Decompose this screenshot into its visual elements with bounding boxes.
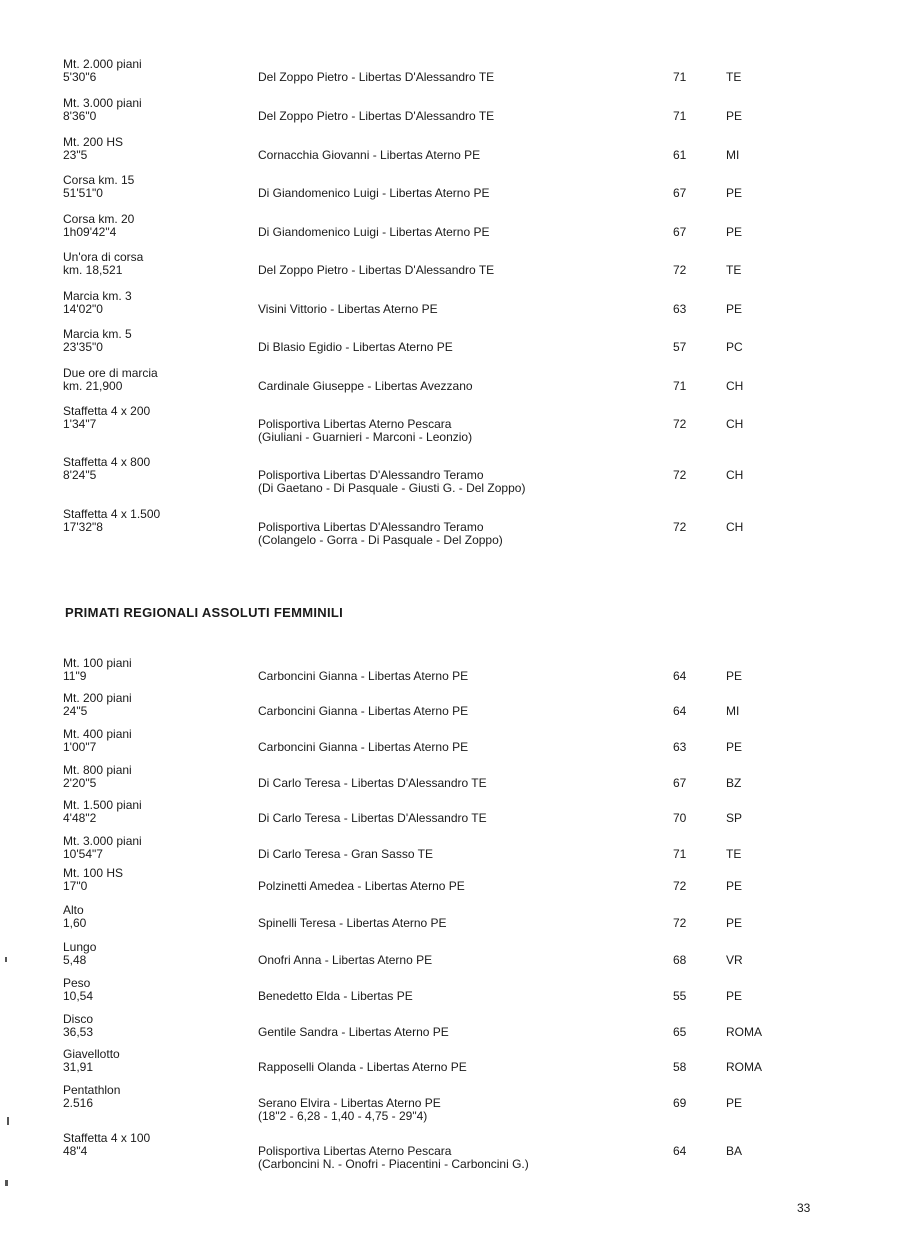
athlete-name: Polisportiva Libertas Aterno Pescara	[258, 1144, 452, 1158]
record-place: CH	[726, 417, 744, 431]
record-place: PE	[726, 669, 743, 683]
team-members: (18"2 - 6,28 - 1,40 - 4,75 - 29"4)	[258, 1109, 428, 1123]
record-mark: 2.516	[63, 1096, 94, 1110]
record-mark: 48"4	[63, 1144, 88, 1158]
record-year: 67	[673, 776, 687, 790]
athlete-name: Rapposelli Olanda - Libertas Aterno PE	[258, 1060, 467, 1074]
record-year: 64	[673, 704, 687, 718]
athlete-name: Carboncini Gianna - Libertas Aterno PE	[258, 740, 469, 754]
record-year: 63	[673, 740, 687, 754]
event-cell	[63, 328, 248, 354]
athlete-cell	[258, 848, 658, 861]
athlete-cell	[258, 303, 658, 316]
event-cell	[63, 764, 248, 790]
athlete-name: Spinelli Teresa - Libertas Aterno PE	[258, 916, 447, 930]
event-cell	[63, 977, 248, 1003]
athlete-name: Cardinale Giuseppe - Libertas Avezzano	[258, 379, 473, 393]
event-cell	[63, 213, 248, 239]
athlete-cell	[258, 341, 658, 354]
event-name: Pentathlon	[63, 1083, 121, 1097]
event-name: Mt. 100 HS	[63, 866, 124, 880]
event-name: Un'ora di corsa	[63, 250, 144, 264]
athlete-cell	[258, 705, 658, 718]
athlete-name: Visini Vittorio - Libertas Aterno PE	[258, 302, 438, 316]
record-mark: 10,54	[63, 989, 94, 1003]
record-mark: 36,53	[63, 1025, 94, 1039]
record-place: TE	[726, 847, 742, 861]
record-place: PE	[726, 302, 743, 316]
record-year: 71	[673, 70, 687, 84]
event-cell	[63, 58, 248, 84]
record-place: PE	[726, 879, 743, 893]
record-year: 57	[673, 340, 687, 354]
event-cell	[63, 799, 248, 825]
event-name: Peso	[63, 976, 91, 990]
event-cell	[63, 904, 248, 930]
athlete-cell	[258, 741, 658, 754]
record-mark: 10'54"7	[63, 847, 103, 861]
event-name: Mt. 200 piani	[63, 691, 132, 705]
record-mark: 1'34"7	[63, 417, 97, 431]
team-members: (Di Gaetano - Di Pasquale - Giusti G. - Del Zoppo)	[258, 481, 526, 495]
athlete-name: Di Carlo Teresa - Libertas D'Alessandro TE	[258, 776, 487, 790]
record-year: 55	[673, 989, 687, 1003]
athlete-name: Benedetto Elda - Libertas PE	[258, 989, 413, 1003]
record-mark: 1h09'42"4	[63, 225, 117, 239]
athlete-name: Serano Elvira - Libertas Aterno PE	[258, 1096, 441, 1110]
record-mark: 4'48"2	[63, 811, 97, 825]
athlete-name: Di Carlo Teresa - Libertas D'Alessandro TE	[258, 811, 487, 825]
event-cell	[63, 692, 248, 718]
record-mark: 5'30"6	[63, 70, 97, 84]
athlete-name: Di Giandomenico Luigi - Libertas Aterno PE	[258, 186, 490, 200]
record-mark: 24"5	[63, 704, 88, 718]
record-place: PE	[726, 916, 743, 930]
athlete-cell	[258, 226, 658, 239]
athlete-cell	[258, 990, 658, 1003]
event-cell	[63, 728, 248, 754]
athlete-name: Onofri Anna - Libertas Aterno PE	[258, 953, 433, 967]
record-mark: 1,60	[63, 916, 87, 930]
record-year: 70	[673, 811, 687, 825]
athlete-cell	[258, 264, 658, 277]
record-mark: 2'20"5	[63, 776, 97, 790]
athlete-name: Polisportiva Libertas D'Alessandro Teramo	[258, 520, 484, 534]
athlete-cell	[258, 812, 658, 825]
event-cell	[63, 1084, 248, 1110]
athlete-cell	[258, 149, 658, 162]
event-name: Due ore di marcia	[63, 366, 158, 380]
event-name: Staffetta 4 x 1.500	[63, 507, 161, 521]
event-cell	[63, 174, 248, 200]
event-name: Mt. 3.000 piani	[63, 96, 142, 110]
athlete-cell	[258, 418, 658, 444]
team-members: (Carboncini N. - Onofri - Piacentini - Carboncini G.)	[258, 1157, 529, 1171]
event-name: Giavellotto	[63, 1047, 120, 1061]
athlete-name: Del Zoppo Pietro - Libertas D'Alessandro TE	[258, 70, 495, 84]
record-year: 67	[673, 186, 687, 200]
record-place: CH	[726, 379, 744, 393]
athlete-cell	[258, 777, 658, 790]
athlete-cell	[258, 1097, 658, 1123]
record-place: PE	[726, 225, 743, 239]
event-cell	[63, 367, 248, 393]
athlete-cell	[258, 1026, 658, 1039]
event-name: Mt. 400 piani	[63, 727, 132, 741]
athlete-name: Di Carlo Teresa - Gran Sasso TE	[258, 847, 433, 861]
page-number: 33	[797, 1201, 811, 1215]
event-cell	[63, 867, 248, 893]
record-mark: 8'36"0	[63, 109, 97, 123]
event-name: Lungo	[63, 940, 97, 954]
record-place: CH	[726, 468, 744, 482]
event-cell	[63, 405, 248, 431]
record-year: 69	[673, 1096, 687, 1110]
record-year: 71	[673, 379, 687, 393]
record-place: PC	[726, 340, 743, 354]
record-year: 61	[673, 148, 687, 162]
event-cell	[63, 251, 248, 277]
event-cell	[63, 835, 248, 861]
scan-speck	[5, 957, 7, 962]
athlete-name: Di Giandomenico Luigi - Libertas Aterno PE	[258, 225, 490, 239]
event-name: Corsa km. 20	[63, 212, 135, 226]
record-place: PE	[726, 989, 743, 1003]
event-cell	[63, 941, 248, 967]
record-mark: 23"5	[63, 148, 88, 162]
event-cell	[63, 136, 248, 162]
athlete-name: Polisportiva Libertas Aterno Pescara	[258, 417, 452, 431]
event-name: Alto	[63, 903, 84, 917]
event-name: Marcia km. 5	[63, 327, 132, 341]
event-name: Mt. 1.500 piani	[63, 798, 142, 812]
record-place: PE	[726, 109, 743, 123]
event-name: Marcia km. 3	[63, 289, 132, 303]
record-year: 71	[673, 847, 687, 861]
record-place: PE	[726, 1096, 743, 1110]
record-place: PE	[726, 740, 743, 754]
record-year: 67	[673, 225, 687, 239]
record-mark: km. 21,900	[63, 379, 123, 393]
record-place: MI	[726, 148, 740, 162]
athlete-cell	[258, 1145, 658, 1171]
athlete-cell	[258, 380, 658, 393]
record-mark: 11"9	[63, 669, 87, 683]
record-year: 63	[673, 302, 687, 316]
record-year: 64	[673, 669, 687, 683]
event-name: Disco	[63, 1012, 94, 1026]
athlete-name: Carboncini Gianna - Libertas Aterno PE	[258, 704, 469, 718]
team-members: (Colangelo - Gorra - Di Pasquale - Del Zoppo)	[258, 533, 503, 547]
record-place: ROMA	[726, 1025, 762, 1039]
athlete-name: Del Zoppo Pietro - Libertas D'Alessandro TE	[258, 263, 495, 277]
athlete-name: Di Blasio Egidio - Libertas Aterno PE	[258, 340, 453, 354]
record-place: ROMA	[726, 1060, 762, 1074]
athlete-cell	[258, 71, 658, 84]
team-members: (Giuliani - Guarnieri - Marconi - Leonzio)	[258, 430, 473, 444]
record-year: 72	[673, 879, 687, 893]
record-year: 72	[673, 263, 687, 277]
event-cell	[63, 657, 248, 683]
scan-speck	[7, 1117, 9, 1125]
record-year: 71	[673, 109, 687, 123]
record-place: SP	[726, 811, 743, 825]
event-name: Staffetta 4 x 800	[63, 455, 151, 469]
athlete-cell	[258, 521, 658, 547]
record-year: 65	[673, 1025, 687, 1039]
event-name: Corsa km. 15	[63, 173, 135, 187]
record-place: VR	[726, 953, 743, 967]
event-name: Mt. 800 piani	[63, 763, 132, 777]
record-mark: 51'51"0	[63, 186, 103, 200]
athlete-name: Del Zoppo Pietro - Libertas D'Alessandro TE	[258, 109, 495, 123]
athlete-cell	[258, 670, 658, 683]
event-cell	[63, 1013, 248, 1039]
record-year: 72	[673, 916, 687, 930]
record-mark: 17'32"8	[63, 520, 103, 534]
event-name: Staffetta 4 x 100	[63, 1131, 151, 1145]
event-name: Mt. 3.000 piani	[63, 834, 142, 848]
athlete-cell	[258, 187, 658, 200]
record-year: 72	[673, 417, 687, 431]
athlete-name: Polisportiva Libertas D'Alessandro Teramo	[258, 468, 484, 482]
athlete-cell	[258, 917, 658, 930]
athlete-cell	[258, 469, 658, 495]
record-mark: 14'02"0	[63, 302, 103, 316]
event-cell	[63, 508, 248, 534]
event-cell	[63, 456, 248, 482]
athlete-name: Polzinetti Amedea - Libertas Aterno PE	[258, 879, 465, 893]
women-section-heading: PRIMATI REGIONALI ASSOLUTI FEMMINILI	[65, 605, 344, 620]
record-mark: 8'24"5	[63, 468, 97, 482]
scan-speck	[5, 1180, 8, 1186]
athlete-cell	[258, 880, 658, 893]
event-cell	[63, 97, 248, 123]
record-place: TE	[726, 70, 742, 84]
record-mark: 5,48	[63, 953, 87, 967]
record-year: 72	[673, 520, 687, 534]
athlete-name: Carboncini Gianna - Libertas Aterno PE	[258, 669, 469, 683]
record-place: BA	[726, 1144, 743, 1158]
event-name: Staffetta 4 x 200	[63, 404, 151, 418]
athlete-cell	[258, 1061, 658, 1074]
record-year: 68	[673, 953, 687, 967]
athlete-cell	[258, 954, 658, 967]
record-place: PE	[726, 186, 743, 200]
event-cell	[63, 1048, 248, 1074]
event-cell	[63, 290, 248, 316]
athlete-name: Cornacchia Giovanni - Libertas Aterno PE	[258, 148, 481, 162]
record-mark: 31,91	[63, 1060, 94, 1074]
record-place: TE	[726, 263, 742, 277]
record-year: 72	[673, 468, 687, 482]
event-name: Mt. 100 piani	[63, 656, 132, 670]
athlete-cell	[258, 110, 658, 123]
record-place: CH	[726, 520, 744, 534]
event-name: Mt. 200 HS	[63, 135, 124, 149]
record-mark: 17"0	[63, 879, 88, 893]
event-cell	[63, 1132, 248, 1158]
event-name: Mt. 2.000 piani	[63, 57, 142, 71]
record-year: 64	[673, 1144, 687, 1158]
record-mark: km. 18,521	[63, 263, 123, 277]
record-place: MI	[726, 704, 740, 718]
record-place: BZ	[726, 776, 742, 790]
record-year: 58	[673, 1060, 687, 1074]
record-mark: 1'00"7	[63, 740, 97, 754]
athlete-name: Gentile Sandra - Libertas Aterno PE	[258, 1025, 449, 1039]
record-mark: 23'35"0	[63, 340, 103, 354]
